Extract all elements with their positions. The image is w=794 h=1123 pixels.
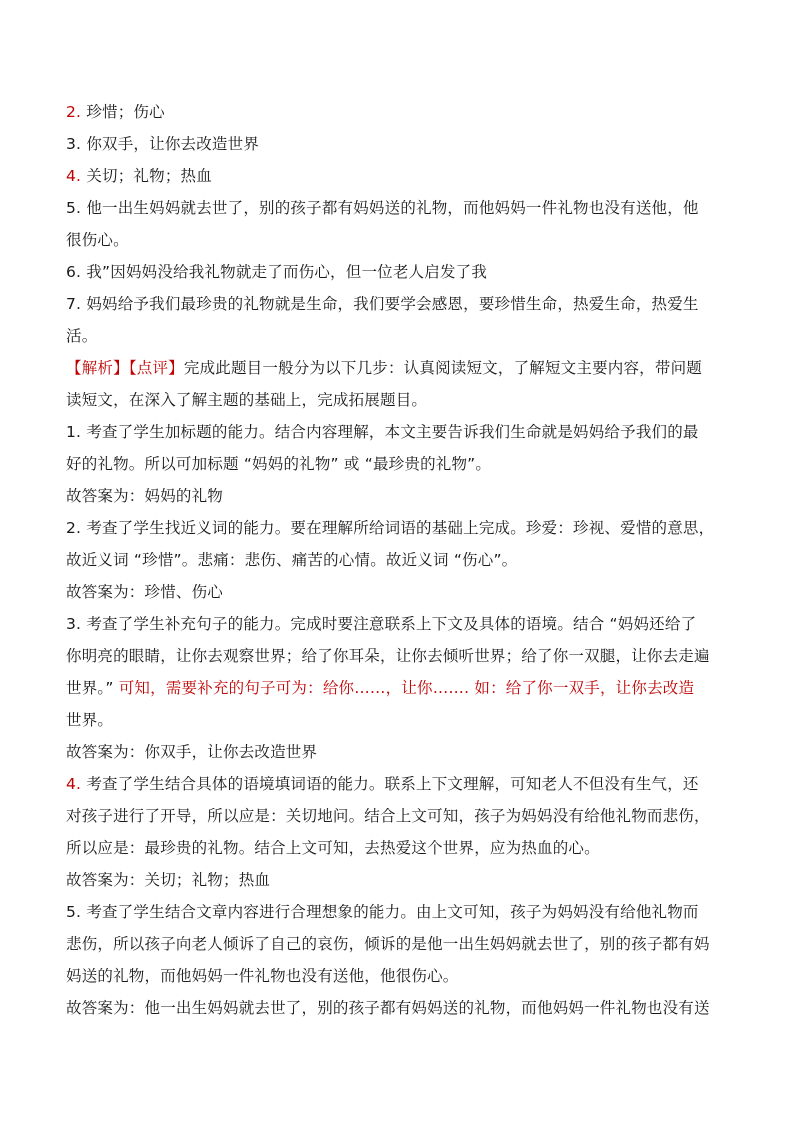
answer-text: 珍惜；伤心 [81, 103, 165, 121]
analysis-line [66, 992, 734, 1024]
document-page [66, 96, 734, 1024]
analysis-line [66, 896, 734, 928]
analysis-line [66, 864, 734, 896]
analysis-line [66, 576, 734, 608]
analysis-line [66, 544, 734, 576]
analysis-text-segment: 所以应是：最珍贵的礼物。结合上文可知，去热爱这个世界，应为热血的心。 [66, 839, 600, 857]
analysis-line [66, 448, 734, 480]
comment-tag: 【点评】 [128, 359, 184, 377]
analysis-text-segment: 故答案为：珍惜、伤心 [66, 583, 224, 601]
analysis-tag: 【解析】 [66, 359, 129, 377]
analysis-text-segment: 2. 考查了学生找近义词的能力。要在理解所给词语的基础上完成。珍爱：珍视、爱惜的意思， [66, 519, 715, 537]
answer-text: 我”因妈妈没给我礼物就走了而伤心，但一位老人启发了我 [81, 263, 488, 281]
analysis-line [66, 928, 734, 960]
answer-text: 他一出生妈妈就去世了，别的孩子都有妈妈送的礼物，而他妈妈一件礼物也没有送他，他 [81, 199, 699, 217]
answer-line [66, 128, 734, 160]
analysis-text-segment: 考查了学生结合具体的语境填词语的能力。联系上下文理解，可知老人不但没有生气，还 [81, 775, 699, 793]
answer-number: 5. [66, 199, 82, 217]
answer-number: 3. [66, 135, 82, 153]
answer-line [66, 96, 734, 128]
answer-text: 活。 [66, 327, 98, 345]
analysis-text-segment: 5. 考查了学生结合文章内容进行合理想象的能力。由上文可知，孩子为妈妈没有给他礼物而 [66, 903, 699, 921]
answer-number: 6. [66, 263, 82, 281]
analysis-text-segment: 4. [66, 775, 82, 793]
analysis-intro-text: 完成此题目一般分为以下几步：认真阅读短文，了解短文主要内容，带问题 [183, 359, 702, 377]
analysis-line [66, 960, 734, 992]
answer-text: 妈妈给予我们最珍贵的礼物就是生命，我们要学会感恩，要珍惜生命，热爱生命，热爱生 [81, 295, 699, 313]
analysis-text-segment: 对孩子进行了开导，所以应是：关切地问。结合上文可知，孩子为妈妈没有给他礼物而悲伤， [66, 807, 710, 825]
answer-number: 4. [66, 167, 82, 185]
analysis-line [66, 736, 734, 768]
answer-text: 你双手，让你去改造世界 [81, 135, 260, 153]
analysis-intro-text-cont: 读短文，在深入了解主题的基础上，完成拓展题目。 [66, 391, 428, 409]
analysis-line [66, 704, 734, 736]
analysis-body [66, 416, 734, 1024]
analysis-text-segment: 1. 考查了学生加标题的能力。结合内容理解，本文主要告诉我们生命就是妈妈给予我们的最 [66, 423, 699, 441]
analysis-line [66, 800, 734, 832]
analysis-text-segment: 故答案为：你双手，让你去改造世界 [66, 743, 318, 761]
analysis-text-segment: 故近义词 “珍惜”。悲痛：悲伤、痛苦的心情。故近义词 “伤心”。 [66, 551, 518, 569]
analysis-line [66, 832, 734, 864]
analysis-line [66, 768, 734, 800]
analysis-text-segment: 世界。” [66, 679, 114, 697]
analysis-text-segment: 悲伤，所以孩子向老人倾诉了自己的哀伤，倾诉的是他一出生妈妈就去世了，别的孩子都有妈 [66, 935, 710, 953]
answer-line [66, 320, 734, 352]
analysis-text-segment: 3. 考查了学生补充句子的能力。完成时要注意联系上下文及具体的语境。结合 “妈妈还给了 [66, 615, 697, 633]
answer-line [66, 192, 734, 224]
answer-line [66, 288, 734, 320]
analysis-text-segment: 妈送的礼物，而他妈妈一件礼物也没有送他，他很伤心。 [66, 967, 459, 985]
analysis-intro-line-1 [66, 352, 734, 384]
answer-line [66, 224, 734, 256]
answer-number: 2. [66, 103, 82, 121]
analysis-text-segment: 好的礼物。所以可加标题 “妈妈的礼物” 或 “最珍贵的礼物”。 [66, 455, 492, 473]
analysis-line [66, 512, 734, 544]
analysis-intro-line-2 [66, 384, 734, 416]
answer-list [66, 96, 734, 352]
analysis-text-segment: 故答案为：关切；礼物；热血 [66, 871, 271, 889]
answer-text: 很伤心。 [66, 231, 129, 249]
analysis-text-segment: 故答案为：妈妈的礼物 [66, 487, 224, 505]
analysis-text-segment: 可知，需要补充的句子可为：给你……，让你……. 如：给了你一双手，让你去改造 [113, 679, 695, 697]
analysis-text-segment: 你明亮的眼睛，让你去观察世界；给了你耳朵，让你去倾听世界；给了你一双腿，让你去走遍 [66, 647, 710, 665]
analysis-line [66, 640, 734, 672]
analysis-line [66, 480, 734, 512]
answer-text: 关切；礼物；热血 [81, 167, 212, 185]
analysis-text-segment: 世界。 [66, 711, 114, 729]
analysis-line [66, 608, 734, 640]
analysis-text-segment: 故答案为：他一出生妈妈就去世了，别的孩子都有妈妈送的礼物，而他妈妈一件礼物也没有送 [66, 999, 710, 1017]
analysis-line [66, 672, 734, 704]
analysis-line [66, 416, 734, 448]
answer-line [66, 160, 734, 192]
answer-line [66, 256, 734, 288]
answer-number: 7. [66, 295, 82, 313]
